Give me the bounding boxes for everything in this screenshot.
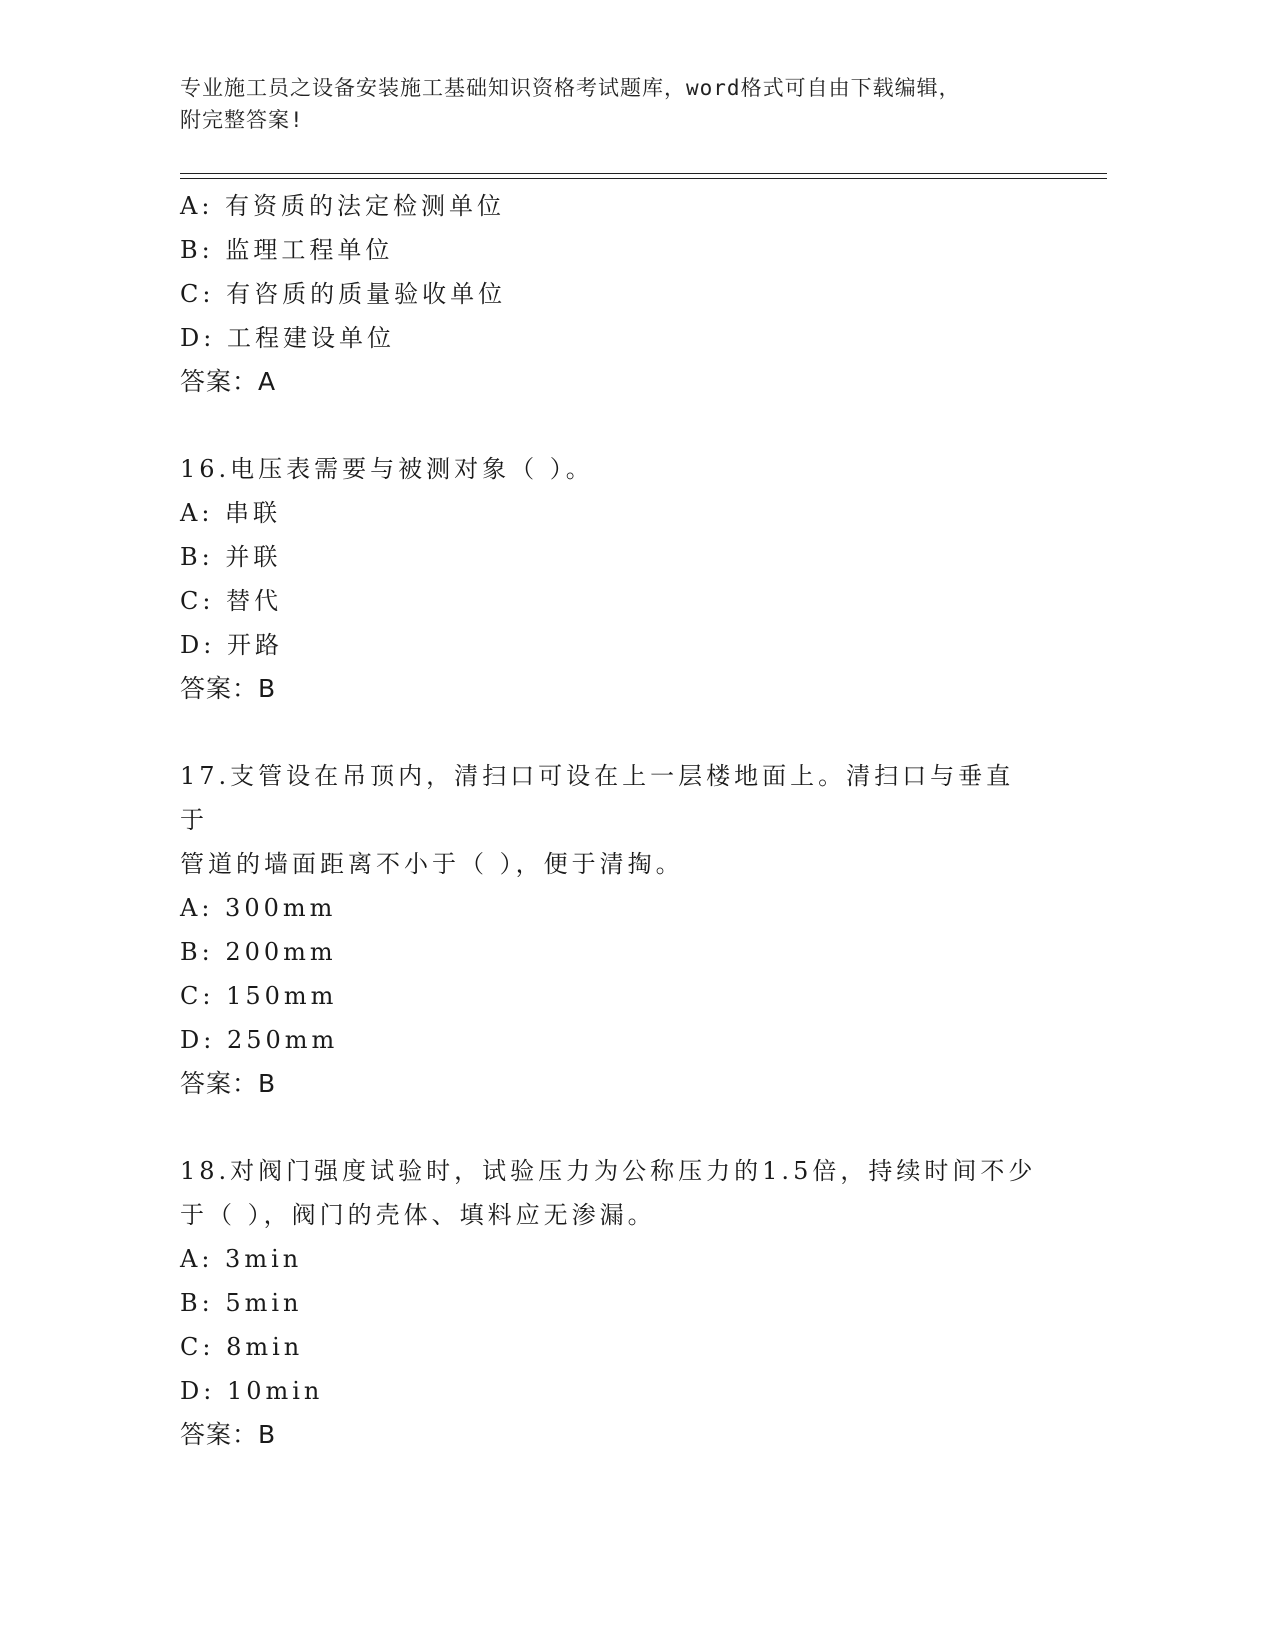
question-stem: 16.电压表需要与被测对象（ ）。	[180, 455, 594, 483]
answer: 答案：B	[180, 1420, 277, 1449]
question-16	[180, 447, 1080, 711]
option-b: B: 5min	[180, 1289, 303, 1317]
option-a: A: 3min	[180, 1245, 303, 1273]
answer: 答案：A	[180, 367, 277, 396]
question-17	[180, 754, 1080, 1106]
question-stem-line-1: 18.对阀门强度试验时，试验压力为公称压力的1.5倍，持续时间不少	[180, 1157, 1037, 1185]
answer: 答案：B	[180, 1069, 277, 1098]
question-15	[180, 184, 1080, 404]
option-a: A: 300mm	[180, 894, 337, 922]
answer: 答案：B	[180, 674, 277, 703]
option-c: C: 替代	[180, 587, 283, 615]
option-b: B: 并联	[180, 543, 282, 571]
option-d: D: 工程建设单位	[180, 324, 395, 352]
question-stem-line-2: 管道的墙面距离不小于（ ），便于清掏。	[180, 850, 684, 878]
header-divider-bottom	[180, 178, 1107, 179]
question-stem-line-1: 17.支管设在吊顶内，清扫口可设在上一层楼地面上。清扫口与垂直于	[180, 762, 1015, 834]
option-d: D: 开路	[180, 631, 283, 659]
document-header	[180, 72, 1060, 136]
option-a: A: 串联	[180, 499, 282, 527]
option-c: C: 8min	[180, 1333, 304, 1361]
option-c: C: 有咨质的质量验收单位	[180, 280, 507, 308]
option-d: D: 10min	[180, 1377, 324, 1405]
question-18	[180, 1149, 1080, 1457]
option-b: B: 200mm	[180, 938, 337, 966]
option-a: A: 有资质的法定检测单位	[180, 192, 506, 220]
option-c: C: 150mm	[180, 982, 338, 1010]
header-divider-top	[180, 173, 1107, 174]
header-line-1: 专业施工员之设备安装施工基础知识资格考试题库，word格式可自由下载编辑，	[180, 76, 961, 100]
option-b: B: 监理工程单位	[180, 236, 394, 264]
question-stem-line-2: 于（ ），阀门的壳体、填料应无渗漏。	[180, 1201, 656, 1229]
question-list	[180, 184, 1080, 1457]
header-line-2: 附完整答案!	[180, 108, 304, 132]
option-d: D: 250mm	[180, 1026, 339, 1054]
